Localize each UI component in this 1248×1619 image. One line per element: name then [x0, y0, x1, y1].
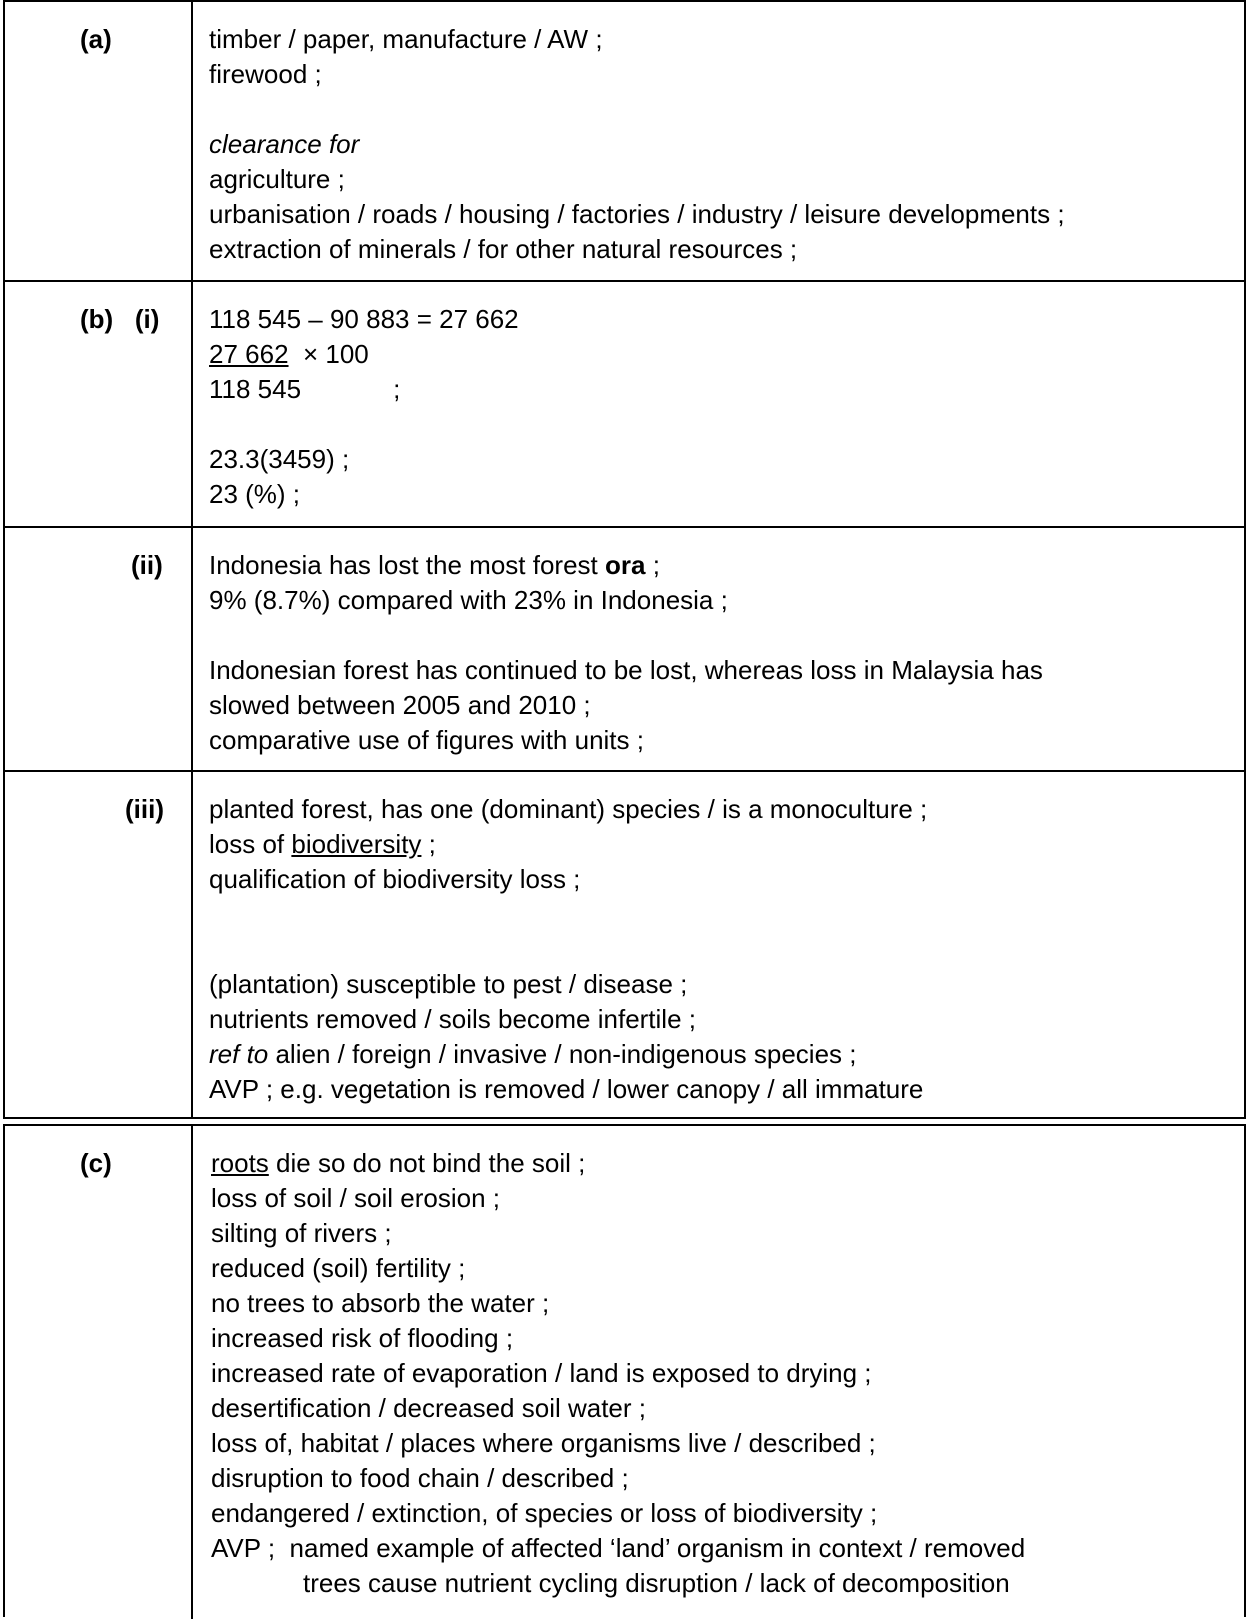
answer-line: reduced (soil) fertility ;: [211, 1253, 466, 1283]
answer-line: 9% (8.7%) compared with 23% in Indonesia ;: [209, 585, 728, 615]
answer-cell-c: [211, 1146, 1234, 1601]
answer-line: [211, 1146, 1234, 1181]
answer-line: desertification / decreased soil water ;: [211, 1393, 646, 1423]
answer-cell-b-i: [209, 302, 1234, 512]
answer-line: no trees to absorb the water ;: [211, 1288, 550, 1318]
answer-line: loss of, habitat / places where organisms live / described ;: [211, 1428, 876, 1458]
question-label-b-iii: (iii): [125, 794, 164, 824]
fraction-denominator: 118 545: [209, 374, 302, 404]
question-label-c: (c): [80, 1148, 112, 1178]
row-b-i: [5, 282, 1244, 528]
answer-line: (plantation) susceptible to pest / disease ;: [209, 969, 688, 999]
fraction-line: [209, 337, 1234, 372]
answer-line: loss of soil / soil erosion ;: [211, 1183, 501, 1213]
answer-line: agriculture ;: [209, 164, 345, 194]
answer-line: increased risk of flooding ;: [211, 1323, 514, 1353]
label-cell: [5, 282, 193, 526]
answer-text: die so do not bind the soil ;: [268, 1148, 586, 1178]
keyword-ora: ora: [605, 550, 646, 580]
answer-line: [209, 827, 1234, 862]
answer-line: Indonesian forest has continued to be lost, whereas loss in Malaysia has: [209, 655, 1043, 685]
answer-line: extraction of minerals / for other natural resources ;: [209, 234, 798, 264]
keyword-roots: roots: [211, 1148, 269, 1178]
label-cell: [5, 2, 193, 280]
fraction-numerator: 27 662: [209, 339, 289, 369]
answer-line: nutrients removed / soils become infertile ;: [209, 1004, 696, 1034]
answer-line: slowed between 2005 and 2010 ;: [209, 690, 591, 720]
row-b-ii: [5, 528, 1244, 772]
answer-line: urbanisation / roads / housing / factories / industry / leisure developments ;: [209, 199, 1065, 229]
question-label-b-i: (b) (i): [80, 304, 160, 334]
label-cell: [5, 528, 193, 770]
answer-line: disruption to food chain / described ;: [211, 1463, 629, 1493]
question-label-a: (a): [80, 24, 112, 54]
answer-text: Indonesia has lost the most forest: [209, 550, 605, 580]
calculation-line: 118 545 – 90 883 = 27 662: [209, 304, 519, 334]
answer-line: firewood ;: [209, 59, 322, 89]
answer-line: endangered / extinction, of species or loss of biodiversity ;: [211, 1498, 878, 1528]
answer-line: comparative use of figures with units ;: [209, 725, 644, 755]
answer-line: increased rate of evaporation / land is exposed to drying ;: [211, 1358, 872, 1388]
answer-line: trees cause nutrient cycling disruption / lack of decomposition: [303, 1568, 1010, 1598]
subheading-clearance: clearance for: [209, 129, 360, 159]
fraction-denominator-line: [209, 372, 1234, 407]
answer-cell-b-ii: [209, 548, 1234, 758]
answer-line: [209, 1037, 1234, 1072]
mark-scheme-table-2: [3, 1124, 1246, 1617]
answer-cell-a: [209, 22, 1234, 267]
row-c: [5, 1126, 1244, 1619]
answer-text: loss of: [209, 829, 292, 859]
answer-line: AVP ; e.g. vegetation is removed / lower canopy / all immature: [209, 1074, 924, 1104]
keyword-biodiversity: biodiversity: [291, 829, 422, 859]
answer-line: planted forest, has one (dominant) species / is a monoculture ;: [209, 794, 928, 824]
answer-text: alien / foreign / invasive / non-indigenous species ;: [268, 1039, 857, 1069]
row-a: [5, 2, 1244, 282]
label-cell: [5, 772, 193, 1117]
denominator-semicolon: ;: [393, 374, 401, 404]
mark-scheme-table-1: [3, 0, 1246, 1119]
answer-cell-b-iii: [209, 792, 1234, 1107]
answer-text: ;: [421, 829, 436, 859]
ref-to-italic: ref to: [209, 1039, 269, 1069]
answer-line: timber / paper, manufacture / AW ;: [209, 24, 603, 54]
answer-line: qualification of biodiversity loss ;: [209, 864, 581, 894]
answer-line: 23 (%) ;: [209, 479, 301, 509]
answer-line: 23.3(3459) ;: [209, 444, 350, 474]
answer-text: ;: [645, 550, 660, 580]
label-cell: [5, 1126, 193, 1619]
row-b-iii: [5, 772, 1244, 1117]
answer-line: [209, 548, 1234, 583]
answer-line: silting of rivers ;: [211, 1218, 392, 1248]
answer-line: AVP ; named example of affected ‘land’ organism in context / removed: [211, 1533, 1026, 1563]
fraction-multiplier: × 100: [288, 339, 369, 369]
question-label-b-ii: (ii): [131, 550, 163, 580]
